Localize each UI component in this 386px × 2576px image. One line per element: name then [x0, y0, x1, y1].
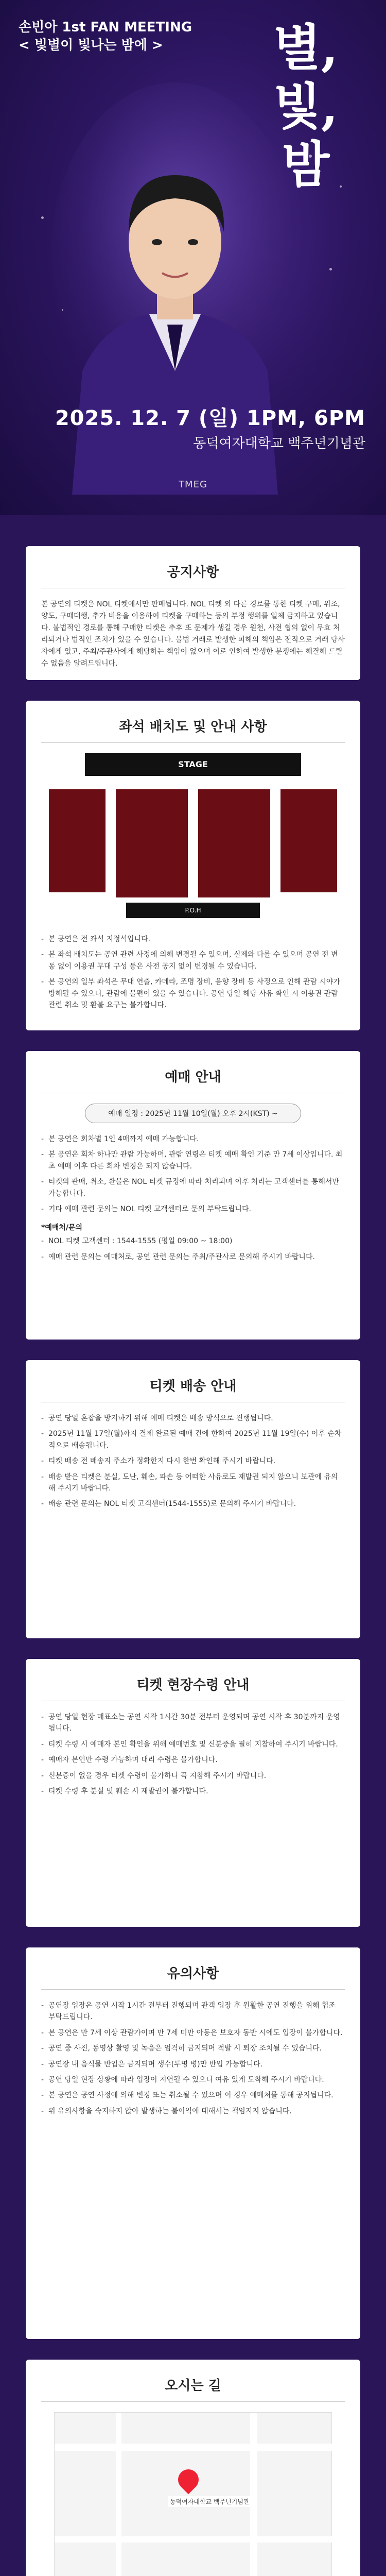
seating-title: 좌석 배치도 및 안내 사항 — [119, 719, 267, 735]
caution-note: - 본 공연은 만 7세 이상 관람가이며 만 7세 미만 아동은 보호자 동반 시에도 입장이 불가합니다. — [41, 2027, 345, 2039]
title-char: 별, — [273, 19, 339, 77]
location-map[interactable] — [54, 2412, 332, 2576]
delivery-note: - 공연 당일 혼잡을 방지하기 위해 예매 티켓은 배송 방식으로 진행됩니다. — [41, 1413, 345, 1424]
divider — [41, 1989, 345, 1990]
contact-line: - NOL 티켓 고객센터 : 1544-1555 (평일 09:00 ~ 18:00) — [41, 1235, 345, 1247]
booking-note: - 본 공연은 회차 하나만 관람 가능하며, 관람 연령은 티켓 예매 확인 기준 만 7세 이상입니다. 최초 예매 이후 다른 회차 변경은 되지 않습니다. — [41, 1149, 345, 1172]
caution-note: - 공연장 입장은 공연 시작 1시간 전부터 진행되며 관객 입장 후 원활한 공연 진행을 위해 협조 부탁드립니다. — [41, 2000, 345, 2023]
onsite-note: - 예매자 본인만 수령 가능하며 대리 수령은 불가합니다. — [41, 1754, 345, 1766]
title-char: 빛, — [273, 77, 339, 135]
caution-note: - 공연 당일 현장 상황에 따라 입장이 지연될 수 있으니 여유 있게 도착해 주시기 바랍니다. — [41, 2074, 345, 2086]
location-title: 오시는 길 — [165, 2378, 221, 2394]
seating-note: - 본 공연의 일부 좌석은 무대 연출, 카메라, 조명 장비, 음향 장비 등 사정으로 인해 관람 시야가 방해될 수 있으니, 관람에 불편이 있을 수 있습니다. 공연 당일 해당 사유 확인 시 이용권 관람 관련 취소 및 환불 요구는 불가합니다. — [41, 976, 345, 1011]
seating-note: - 본 공연은 전 좌석 지정석입니다. — [41, 934, 345, 945]
onsite-note: - 티켓 수령 시 예매자 본인 확인을 위해 예매번호 및 신분증을 필히 지참하여 주시기 바랍니다. — [41, 1739, 345, 1750]
seat-block-right — [280, 789, 337, 892]
seating-section — [26, 701, 360, 1030]
stage-block: STAGE — [85, 753, 301, 776]
map-road — [250, 2413, 257, 2576]
notice-title: 공지사항 — [167, 565, 219, 580]
section-title — [41, 2375, 345, 2402]
map-road — [116, 2413, 121, 2576]
section-title — [41, 1674, 345, 1701]
delivery-title: 티켓 배송 안내 — [149, 1379, 237, 1394]
delivery-note: - 2025년 11월 17일(월)까지 결제 완료된 예매 건에 한하여 2025년 11월 19일(수) 이후 순차적으로 배송됩니다. — [41, 1428, 345, 1451]
seat-block-center-left — [116, 789, 188, 897]
booking-section — [26, 1051, 360, 1340]
contact-heading: *예매처/문의 — [41, 1224, 83, 1232]
caution-title: 유의사항 — [167, 1966, 219, 1981]
map-pin-icon — [174, 2465, 203, 2495]
onsite-note: - 티켓 수령 후 분실 및 훼손 시 재발권이 불가합니다. — [41, 1786, 345, 1797]
event-subtitle — [19, 19, 192, 55]
delivery-note: - 배송 관련 문의는 NOL 티켓 고객센터(1544-1555)로 문의해 주시기 바랍니다. — [41, 1498, 345, 1510]
onsite-section — [26, 1659, 360, 1927]
map-road — [55, 2444, 332, 2451]
location-section — [26, 2360, 360, 2576]
notice-body: 본 공연의 티켓은 NOL 티켓에서만 판매됩니다. NOL 티켓 외 다른 경로를 통한 티켓 구매, 위조, 양도, 구매대행, 추가 비용을 이용하여 티켓을 구매하는 등의 부정 행위를 일체 금지하고 있습니다. 불법적인 경로를 통해 구매한 티켓은 추후 또 문제가 생길 경우 원천, 사전 협의 없이 무효 처리되거나 법적인 조치가 있을 수 있습니다. 불법 거래로 발생한 피해의 책임은 전적으로 거래 당사자에게 있고, 주최/주관사에게 해당하는 책임이 없으며 이로 인하여 발생한 분쟁에는 해결해 드릴 수 없음을 알려드립니다. — [41, 600, 345, 668]
sparkle — [329, 268, 332, 270]
caution-note: - 공연장 내 음식물 반입은 금지되며 생수(투명 병)만 반입 가능합니다. — [41, 2059, 345, 2070]
section-title — [41, 562, 345, 588]
booking-title: 예매 안내 — [165, 1070, 221, 1085]
organizer-logo: TMEG — [179, 479, 207, 490]
seating-note: - 본 좌석 배치도는 공연 관련 사정에 의해 변경될 수 있으며, 실제와 다를 수 있으며 공연 전 변동 없이 이용권 무대 구성 등은 사전 공지 없이 변경될 수 있습니다. — [41, 949, 345, 972]
caution-note: - 위 유의사항을 숙지하지 않아 발생하는 불이익에 대해서는 책임지지 않습니다. — [41, 2106, 345, 2117]
sparkle — [41, 216, 44, 219]
delivery-note: - 티켓 배송 전 배송지 주소가 정확한지 다시 한번 확인해 주시기 바랍니다. — [41, 1455, 345, 1467]
event-date: 2025. 12. 7 (일) 1PM, 6PM — [55, 406, 365, 430]
booking-date-pill: 예매 일정 : 2025년 11월 10일(월) 오후 2시(KST) ~ — [85, 1104, 301, 1123]
event-name: 손빈아 1st FAN MEETING — [19, 20, 192, 35]
seat-block-left — [49, 789, 106, 892]
onsite-note: - 공연 당일 현장 매표소는 공연 시작 1시간 30분 전부터 운영되며 공연 시작 후 30분까지 운영됩니다. — [41, 1711, 345, 1735]
booking-note: - 본 공연은 회차별 1인 4매까지 예매 가능합니다. — [41, 1133, 345, 1145]
booking-note: - 티켓의 판매, 취소, 환불은 NOL 티켓 규정에 따라 처리되며 이후 처리는 고객센터를 통해서만 가능합니다. — [41, 1176, 345, 1199]
hero-banner — [0, 0, 386, 515]
delivery-note: - 배송 받은 티켓은 분실, 도난, 훼손, 파손 등 어떠한 사유로도 재발권 되지 않으니 보관에 유의해 주시기 바랍니다. — [41, 1471, 345, 1495]
map-road — [55, 2536, 332, 2543]
divider — [41, 742, 345, 743]
seat-map — [49, 753, 337, 923]
onsite-title: 티켓 현장수령 안내 — [136, 1677, 250, 1693]
section-title — [41, 716, 345, 743]
notice-section — [26, 546, 360, 680]
caution-section — [26, 1947, 360, 2339]
onsite-note: - 신분증이 없을 경우 티켓 수령이 불가하니 꼭 지참해 주시기 바랍니다. — [41, 1770, 345, 1782]
delivery-section — [26, 1360, 360, 1638]
caution-note: - 본 공연은 공연 사정에 의해 변경 또는 취소될 수 있으며 이 경우 예매처를 통해 공지됩니다. — [41, 2090, 345, 2101]
title-char: 밤 — [282, 135, 330, 194]
pit-block: P.O.H — [126, 903, 260, 918]
divider — [41, 2401, 345, 2402]
event-tagline: < 빛별이 빛나는 밤에 > — [19, 38, 163, 54]
section-title — [41, 1066, 345, 1093]
caution-note: - 공연 중 사진, 동영상 촬영 및 녹음은 엄격히 금지되며 적발 시 퇴장 조치될 수 있습니다. — [41, 2043, 345, 2054]
section-title — [41, 1963, 345, 1990]
booking-note: - 기타 예매 관련 문의는 NOL 티켓 고객센터로 문의 부탁드립니다. — [41, 1204, 345, 1215]
seat-block-center-right — [198, 789, 270, 897]
event-venue: 동덕여자대학교 백주년기념관 — [193, 436, 365, 451]
contact-line: - 예매 관련 문의는 예매처로, 공연 관련 문의는 주최/주관사로 문의해 주시기 바랍니다. — [41, 1251, 345, 1263]
section-title — [41, 1376, 345, 1402]
map-label: 동덕여자대학교 백주년기념관 — [168, 2496, 252, 2507]
